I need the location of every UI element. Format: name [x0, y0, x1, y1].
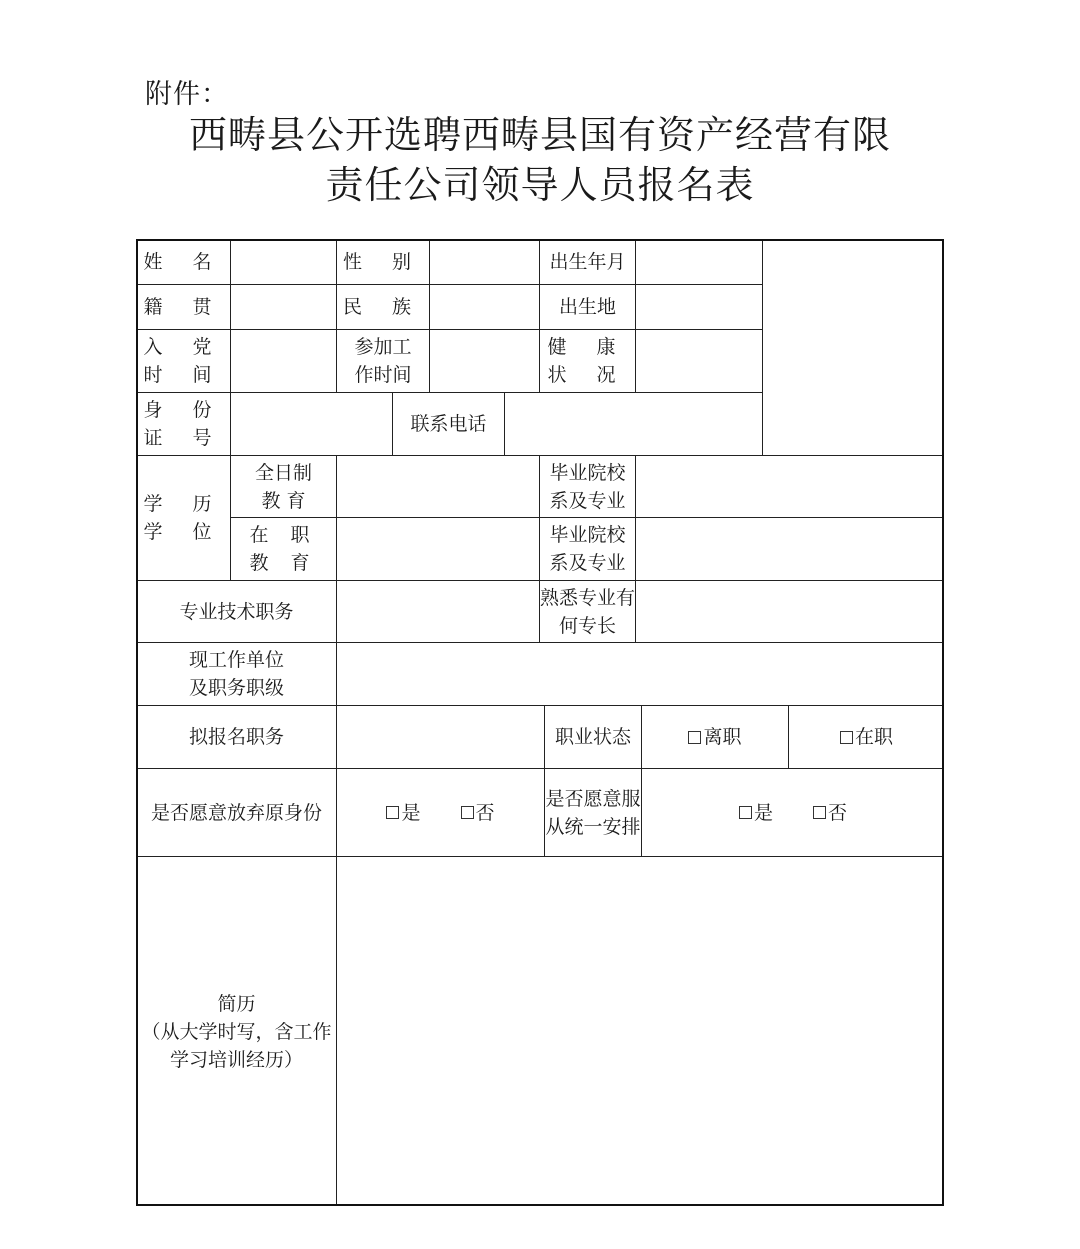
birth-label: 出生年月: [539, 239, 635, 284]
obey-no-checkbox[interactable]: 否: [813, 799, 847, 827]
checkbox-square-icon: [461, 806, 474, 819]
give-up-yes-checkbox[interactable]: 是: [386, 799, 420, 827]
resume-field[interactable]: [336, 856, 944, 1206]
birthplace-label: 出生地: [539, 284, 635, 329]
tech-title-field[interactable]: [336, 580, 539, 642]
education-label: 学 历 学 位: [136, 455, 230, 580]
name-field[interactable]: [230, 239, 336, 284]
obey-arrangement-options: [641, 768, 944, 856]
id-number-field[interactable]: [230, 392, 392, 455]
id-number-label: 身 份 证 号: [136, 392, 230, 455]
checkbox-square-icon: [840, 731, 853, 744]
obey-yes-checkbox[interactable]: 是: [739, 799, 773, 827]
give-up-identity-options: [336, 768, 544, 856]
gender-field[interactable]: [429, 239, 539, 284]
native-place-field[interactable]: [230, 284, 336, 329]
resigned-checkbox[interactable]: 离职: [688, 723, 741, 751]
fulltime-school-field[interactable]: [635, 455, 944, 517]
specialty-label: 熟悉专业有 何专长: [539, 580, 635, 642]
inservice-education-field[interactable]: [336, 517, 539, 580]
party-time-label: 入 党 时 间: [136, 329, 230, 392]
form-title-line-2: 责任公司领导人员报名表: [325, 163, 755, 207]
health-label: 健 康 状 况: [539, 329, 635, 392]
fulltime-education-label: 全日制 教 育: [230, 455, 336, 517]
fulltime-education-field[interactable]: [336, 455, 539, 517]
give-up-identity-label: 是否愿意放弃原身份: [136, 768, 336, 856]
inservice-education-label: 在 职 教 育: [230, 517, 336, 580]
gender-label: 性 别: [336, 239, 429, 284]
checkbox-square-icon: [386, 806, 399, 819]
apply-position-label: 拟报名职务: [136, 705, 336, 768]
apply-position-field[interactable]: [336, 705, 544, 768]
inservice-school-label: 毕业院校 系及专业: [539, 517, 635, 580]
employed-option[interactable]: [788, 705, 944, 768]
checkbox-square-icon: [688, 731, 701, 744]
employed-checkbox[interactable]: 在职: [840, 723, 893, 751]
birthplace-field[interactable]: [635, 284, 762, 329]
photo-box[interactable]: [762, 239, 944, 455]
tech-title-label: 专业技术职务: [136, 580, 336, 642]
job-status-label: 职业状态: [544, 705, 641, 768]
checkbox-square-icon: [813, 806, 826, 819]
ethnicity-label: 民 族: [336, 284, 429, 329]
birth-field[interactable]: [635, 239, 762, 284]
phone-field[interactable]: [504, 392, 762, 455]
current-unit-label: 现工作单位 及职务职级: [136, 642, 336, 705]
resigned-option[interactable]: [641, 705, 788, 768]
specialty-field[interactable]: [635, 580, 944, 642]
inservice-school-field[interactable]: [635, 517, 944, 580]
current-unit-field[interactable]: [336, 642, 944, 705]
phone-label: 联系电话: [392, 392, 504, 455]
work-start-label: 参加工 作时间: [336, 329, 429, 392]
attachment-label: 附件：: [145, 79, 229, 110]
resume-label: 简历 （从大学时写，含工作 学习培训经历）: [136, 856, 336, 1206]
name-label: 姓 名: [136, 239, 230, 284]
ethnicity-field[interactable]: [429, 284, 539, 329]
checkbox-square-icon: [739, 806, 752, 819]
fulltime-school-label: 毕业院校 系及专业: [539, 455, 635, 517]
form-title-line-1: 西畴县公开选聘西畴县国有资产经营有限: [188, 113, 891, 157]
native-place-label: 籍 贯: [136, 284, 230, 329]
give-up-no-checkbox[interactable]: 否: [461, 799, 495, 827]
obey-arrangement-label: 是否愿意服 从统一安排: [544, 768, 641, 856]
health-field[interactable]: [635, 329, 762, 392]
work-start-field[interactable]: [429, 329, 539, 392]
party-time-field[interactable]: [230, 329, 336, 392]
